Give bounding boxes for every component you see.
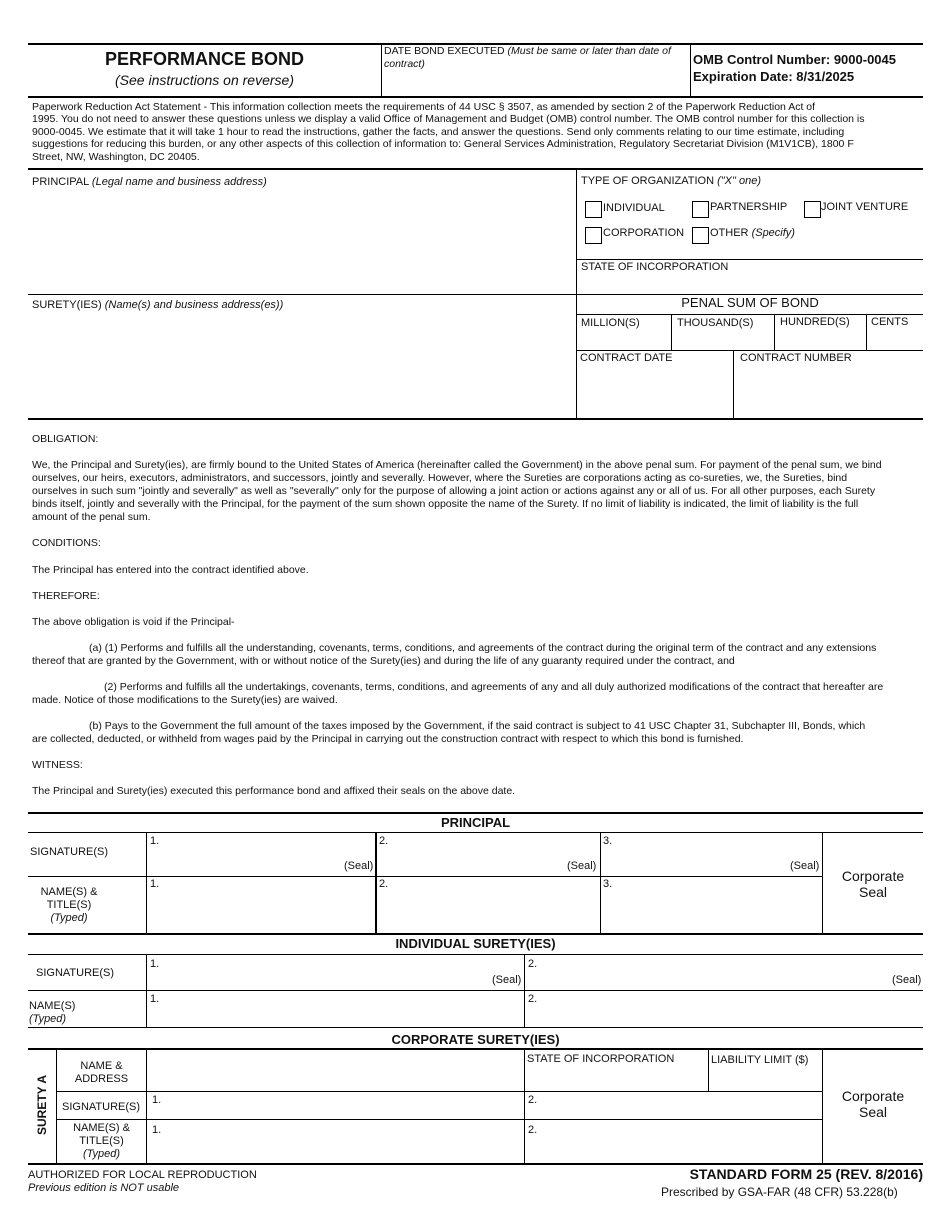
- paperwork-line: Street, NW, Washington, DC 20405.: [32, 150, 200, 163]
- other-label-note: (Specify): [751, 227, 795, 239]
- principal-label: [32, 176, 267, 189]
- corp-name-2-number: 2.: [528, 1124, 538, 1136]
- indiv-signature-2-field[interactable]: [526, 956, 922, 989]
- indiv-name-2-field[interactable]: [526, 992, 922, 1026]
- expiration-date: Expiration Date: 8/31/2025: [693, 69, 855, 84]
- other-checkbox[interactable]: [692, 227, 709, 244]
- cents-field[interactable]: [868, 331, 922, 348]
- indiv-names-label: [29, 1000, 75, 1026]
- principal-signature-1-field[interactable]: [148, 834, 374, 875]
- conditions-heading: CONDITIONS:: [32, 537, 101, 549]
- individual-surety-title: INDIVIDUAL SURETY(IES): [395, 936, 556, 951]
- principal-name-3-number: 3.: [603, 878, 613, 890]
- clause-b-line: (b) Pays to the Government the full amount of the taxes imposed by the Government, if the said contract is subject to 41 USC Chapter 31, Subchapter III, Bonds, which: [89, 720, 866, 732]
- date-executed-note: (Must be same or later than date of contract): [384, 45, 671, 70]
- previous-edition-note: Previous edition is NOT usable: [28, 1182, 180, 1194]
- corp-liability-label: LIABILITY LIMIT ($): [711, 1054, 809, 1066]
- corporate-seal-line: Corporate: [841, 1088, 905, 1104]
- joint-venture-label: JOINT VENTURE: [821, 201, 909, 213]
- principal-sig-1-seal: (Seal): [344, 860, 374, 872]
- date-executed-label: [384, 45, 688, 71]
- penal-sum-title: PENAL SUM OF BOND: [681, 295, 819, 310]
- form-title: PERFORMANCE BOND: [104, 49, 304, 69]
- hundreds-field[interactable]: [776, 331, 864, 348]
- clause-a1: [32, 642, 914, 668]
- cents-label: CENTS: [871, 316, 909, 328]
- corp-titles-line: TITLE(S): [79, 1135, 124, 1147]
- obligation-line: ourselves in such sum "jointly and severally" as well as "severally" only for the purpose of allowing a joint action or actions against any or all of us. For all other purposes, each Surety: [32, 485, 876, 497]
- contract-date-field[interactable]: [578, 368, 731, 416]
- principal-sig-2-seal: (Seal): [567, 860, 597, 872]
- principal-sig-3-seal: (Seal): [790, 860, 820, 872]
- principal-sig-2-number: 2.: [379, 835, 389, 847]
- corp-name-line: NAME &: [80, 1060, 123, 1072]
- corp-typed-line: (Typed): [82, 1148, 121, 1160]
- principal-name-1-field[interactable]: [148, 878, 374, 932]
- witness-heading: WITNESS:: [32, 759, 83, 771]
- indiv-signatures-label: SIGNATURE(S): [36, 967, 115, 979]
- corp-signature-2-field[interactable]: [526, 1093, 821, 1118]
- clause-a1-line: (a) (1) Performs and fulfills all the understanding, covenants, terms, conditions, and agreements of the contract during the original term of the contract and any extensions: [89, 642, 877, 654]
- corp-state-label: STATE OF INCORPORATION: [527, 1053, 675, 1065]
- obligation-line: We, the Principal and Surety(ies), are firmly bound to the United States of America (hereinafter called the Government) in the above penal sum. For payment of the penal sum, we bind: [32, 459, 882, 471]
- obligation-line: amount of the penal sum.: [32, 511, 151, 523]
- other-label-text: OTHER: [710, 227, 749, 239]
- principal-names-line: NAME(S) &: [40, 886, 98, 898]
- millions-field[interactable]: [578, 331, 669, 348]
- principal-signatures-label: SIGNATURE(S): [30, 846, 109, 858]
- corp-state-field[interactable]: [526, 1068, 707, 1090]
- corp-name-1-field[interactable]: [148, 1121, 523, 1162]
- principal-name-3-field[interactable]: [602, 878, 821, 932]
- contract-date-label: CONTRACT DATE: [580, 352, 673, 364]
- org-type-label-text: TYPE OF ORGANIZATION: [581, 175, 715, 187]
- principal-section-title: PRINCIPAL: [440, 815, 511, 830]
- clause-b: [32, 720, 914, 746]
- date-executed-label-text: DATE BOND EXECUTED: [384, 45, 505, 57]
- org-type-label: [581, 175, 761, 188]
- paperwork-line: 9000-0045. We estimate that it will take 1 hour to read the instructions, gather the facts, and answer the questions. Send only comments relating to our time estimate, including: [32, 125, 845, 138]
- corporate-surety-title: CORPORATE SURETY(IES): [391, 1032, 560, 1047]
- principal-label-note: (Legal name and business address): [91, 176, 267, 188]
- corp-name-address-label: [57, 1060, 146, 1086]
- state-of-incorporation-label: STATE OF INCORPORATION: [581, 261, 729, 273]
- corp-name-1-number: 1.: [152, 1124, 162, 1136]
- conditions-text: The Principal has entered into the contract identified above.: [32, 564, 309, 576]
- partnership-checkbox[interactable]: [692, 201, 709, 218]
- contract-number-label: CONTRACT NUMBER: [740, 352, 852, 364]
- principal-name-2-number: 2.: [379, 878, 389, 890]
- seal-line: Seal: [858, 1104, 888, 1120]
- principal-name-1-number: 1.: [150, 878, 160, 890]
- principal-titles-line: TITLE(S): [46, 899, 92, 911]
- corp-address-line: ADDRESS: [74, 1073, 129, 1085]
- indiv-sig-1-seal: (Seal): [492, 974, 522, 986]
- paperwork-line: 1995. You do not need to answer these questions unless we display a valid Office of Management and Budget (OMB) control number. The OMB control number for this collection is: [32, 113, 865, 126]
- joint-venture-checkbox[interactable]: [804, 201, 821, 218]
- principal-signature-3-field[interactable]: [602, 834, 821, 875]
- authorized-reproduction: AUTHORIZED FOR LOCAL REPRODUCTION: [28, 1169, 257, 1181]
- corp-name-address-field[interactable]: [148, 1051, 523, 1090]
- void-text: The above obligation is void if the Principal-: [32, 616, 235, 628]
- org-type-label-note: ("X" one): [717, 175, 761, 187]
- corp-sig-1-number: 1.: [152, 1094, 162, 1106]
- obligation-heading: OBLIGATION:: [32, 433, 99, 445]
- principal-field[interactable]: [30, 192, 574, 292]
- corp-sig-2-number: 2.: [528, 1094, 538, 1106]
- clause-b-line: are collected, deducted, or withheld from wages paid by the Principal in carrying out the construction contract with respect to which this bond is furnished.: [32, 733, 744, 745]
- seal-line: Seal: [858, 884, 888, 900]
- indiv-name-1-field[interactable]: [148, 992, 523, 1026]
- corp-corporate-seal: [823, 1088, 923, 1120]
- millions-label: MILLION(S): [581, 317, 640, 329]
- principal-corporate-seal: [823, 868, 923, 900]
- other-label: [710, 227, 795, 240]
- witness-text: The Principal and Surety(ies) executed this performance bond and affixed their seals on the above date.: [32, 785, 516, 797]
- principal-typed-line: (Typed): [50, 912, 88, 924]
- sureties-label: [32, 299, 283, 312]
- prescribed-by: Prescribed by GSA-FAR (48 CFR) 53.228(b): [661, 1185, 898, 1199]
- obligation-line: binds itself, jointly and severally with the Principal, for the payment of the sum shown opposite the name of the Surety. If no limit of liability is indicated, the limit of liability is the full: [32, 498, 859, 510]
- clause-a2-line: made. Notice of those modifications to the Surety(ies) are waived.: [32, 694, 338, 706]
- individual-checkbox[interactable]: [585, 201, 602, 218]
- corporation-label: CORPORATION: [603, 227, 685, 239]
- omb-control-number: OMB Control Number: 9000-0045: [693, 52, 896, 67]
- corporate-seal-line: Corporate: [841, 868, 905, 884]
- sureties-label-text: SURETY(IES): [32, 299, 102, 311]
- thousands-field[interactable]: [673, 331, 772, 348]
- paperwork-line: suggestions for reducing this burden, or any other aspects of this collection of information to: General Services Administration, Regulatory Secretariat Division (M1V1CB), 1800 F: [32, 138, 854, 151]
- indiv-names-line: NAME(S): [29, 1000, 76, 1012]
- form-subtitle: (See instructions on reverse): [115, 72, 294, 88]
- state-of-incorporation-field[interactable]: [578, 276, 922, 293]
- sureties-label-note: (Name(s) and business address(es)): [104, 299, 284, 311]
- date-executed-field[interactable]: [383, 72, 688, 94]
- surety-a-side-label: SURETY A: [35, 1074, 49, 1136]
- principal-label-text: PRINCIPAL: [32, 176, 89, 188]
- indiv-signature-1-field[interactable]: [148, 956, 523, 989]
- corp-names-label: [57, 1122, 146, 1161]
- individual-label: INDIVIDUAL: [603, 202, 665, 214]
- thousands-label: THOUSAND(S): [677, 317, 754, 329]
- indiv-sig-1-number: 1.: [150, 958, 160, 970]
- principal-sig-3-number: 3.: [603, 835, 613, 847]
- paperwork-line: Paperwork Reduction Act Statement - This information collection meets the requirements of 44 USC § 3507, as amended by section 2 of the Paperwork Reduction Act of: [32, 101, 816, 113]
- corp-liability-field[interactable]: [710, 1068, 821, 1090]
- principal-sig-1-number: 1.: [150, 835, 160, 847]
- sureties-field[interactable]: [30, 314, 574, 416]
- corporation-checkbox[interactable]: [585, 227, 602, 244]
- corp-names-line: NAME(S) &: [73, 1122, 130, 1134]
- hundreds-label: HUNDRED(S): [780, 316, 850, 328]
- corp-signature-1-field[interactable]: [148, 1093, 523, 1118]
- clause-a2: [32, 681, 914, 707]
- indiv-typed-line: (Typed): [29, 1013, 67, 1025]
- indiv-name-2-number: 2.: [528, 993, 538, 1005]
- partnership-label: PARTNERSHIP: [710, 201, 788, 213]
- principal-signature-2-field[interactable]: [378, 834, 599, 875]
- clause-a1-line: thereof that are granted by the Government, with or without notice of the Surety(ies) and during the life of any guaranty required under the contract, and: [32, 655, 735, 667]
- principal-names-label: [28, 886, 110, 925]
- clause-a2-line: (2) Performs and fulfills all the undertakings, covenants, terms, conditions, and agreements of any and all duly authorized modifications of the contract that hereafter are: [104, 681, 884, 693]
- therefore-heading: THEREFORE:: [32, 590, 100, 602]
- principal-name-2-field[interactable]: [378, 878, 599, 932]
- indiv-name-1-number: 1.: [150, 993, 160, 1005]
- obligation-line: ourselves, our heirs, executors, administrators, and successors, jointly and severally. However, where the Sureties are corporations acting as co-sureties, we, the Sureties, bind: [32, 472, 848, 484]
- obligation-text: [32, 459, 914, 524]
- indiv-sig-2-number: 2.: [528, 958, 538, 970]
- corp-name-2-field[interactable]: [526, 1121, 821, 1162]
- contract-number-field[interactable]: [735, 368, 922, 416]
- paperwork-statement: [32, 101, 922, 163]
- corp-signatures-label: SIGNATURE(S): [62, 1101, 141, 1113]
- standard-form-number: STANDARD FORM 25 (REV. 8/2016): [689, 1166, 923, 1182]
- indiv-sig-2-seal: (Seal): [892, 974, 922, 986]
